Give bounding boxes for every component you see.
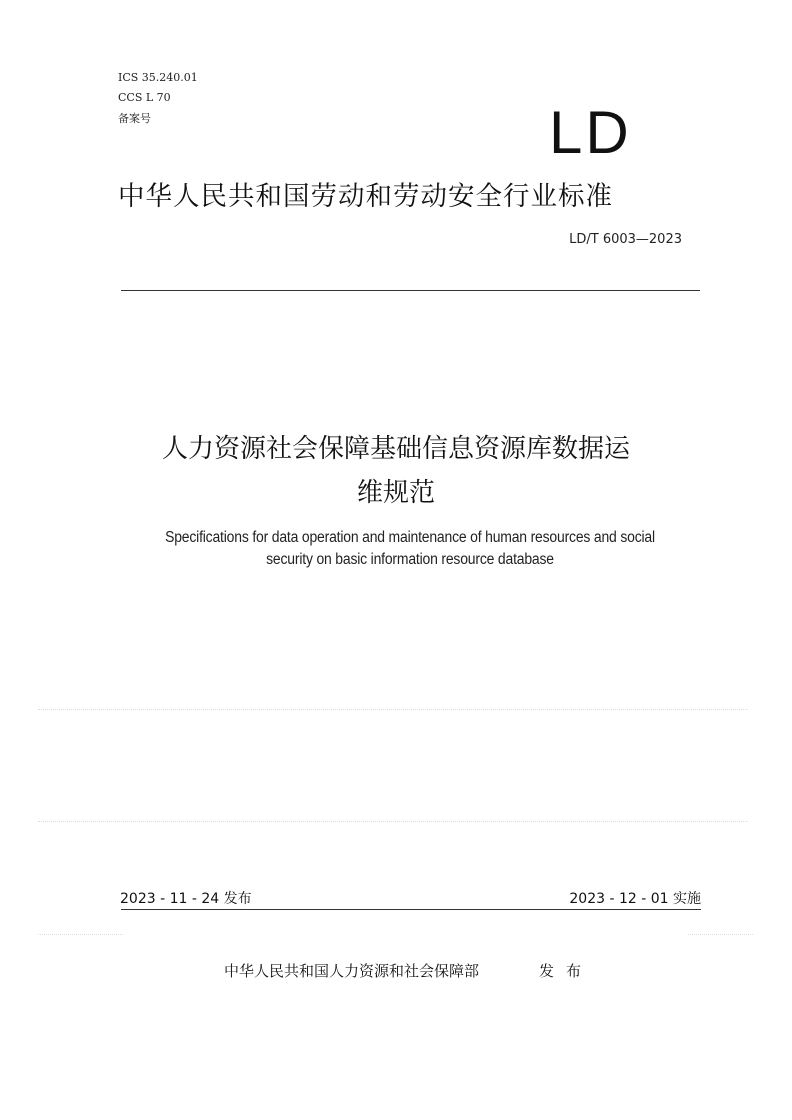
document-title-zh-line1: 人力资源社会保障基础信息资源库数据运 — [161, 434, 630, 464]
document-title-en-line1: Specifications for data operation and maintenance of human resources and social — [165, 529, 655, 546]
ics-code: ICS 35.240.01 — [118, 71, 198, 84]
document-title-en-line2: security on basic information resource database — [266, 551, 554, 568]
dotted-guide — [38, 821, 748, 822]
standard-logo: LD — [549, 99, 632, 166]
header-divider — [121, 290, 700, 291]
implementation-date: 2023 - 12 - 01 实施 — [569, 891, 701, 907]
issue-date: 2023 - 11 - 24 发布 — [120, 891, 252, 907]
ccs-code: CCS L 70 — [118, 91, 171, 104]
issuing-authority: 中华人民共和国人力资源和社会保障部 — [224, 962, 480, 980]
filing-number-label: 备案号 — [118, 112, 151, 125]
issuing-action: 发布 — [539, 962, 594, 980]
standard-number: LD/T 6003—2023 — [569, 232, 682, 247]
organization-title: 中华人民共和国劳动和劳动安全行业标准 — [118, 181, 613, 212]
document-title-zh-line2: 维规范 — [356, 478, 435, 508]
dotted-guide — [688, 934, 753, 935]
dotted-guide — [38, 934, 123, 935]
footer-divider — [121, 909, 701, 910]
dotted-guide — [38, 709, 748, 710]
